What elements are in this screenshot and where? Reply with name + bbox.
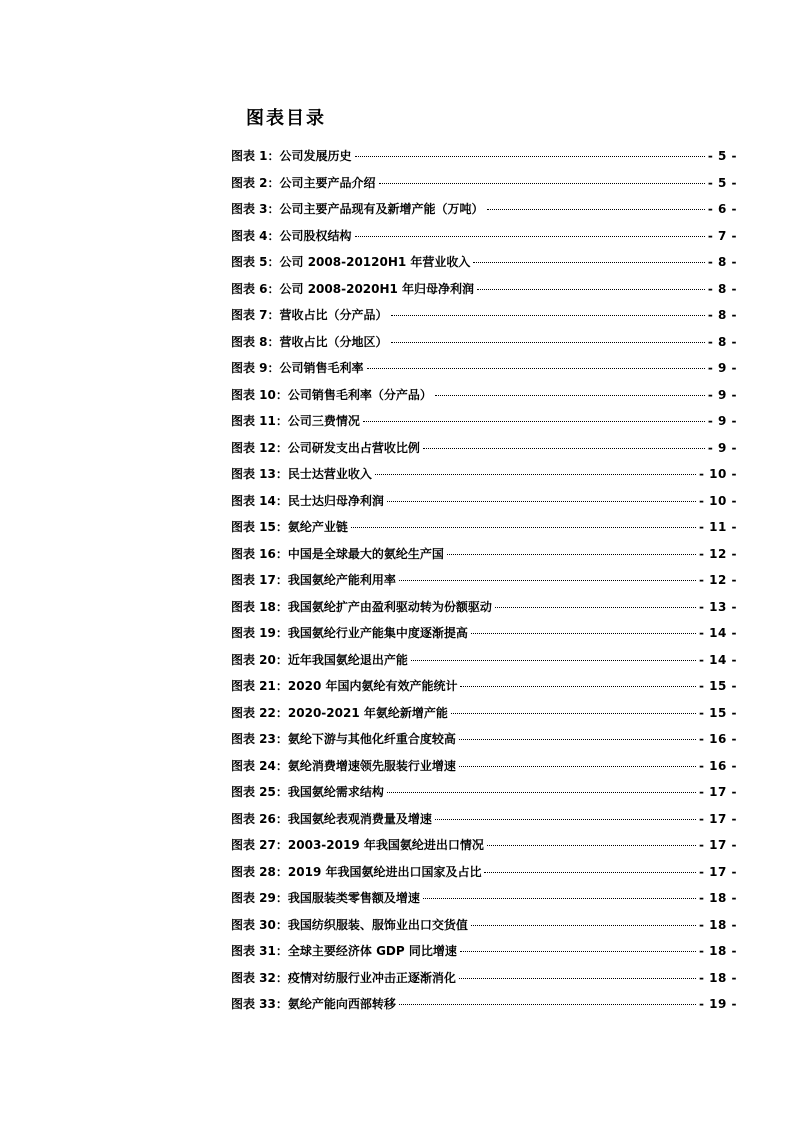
toc-entry-label: 图表 6： — [231, 281, 280, 296]
toc-entry-label: 图表 21： — [231, 679, 288, 693]
toc-entry-label: 图表 13： — [231, 467, 288, 481]
toc-entry-page: - 8 - — [707, 334, 737, 349]
toc-entry-page: - 14 - — [698, 652, 737, 667]
toc-entry-page: - 11 - — [698, 520, 737, 534]
toc-entry[interactable] — [231, 700, 737, 727]
toc-entry-text: 民士达营业收入 — [287, 467, 372, 481]
toc-entry[interactable] — [231, 647, 737, 674]
page-title: 图表目录 — [246, 108, 326, 129]
toc-entry-text: 公司研发支出占营收比例 — [287, 440, 420, 455]
toc-entry-label: 图表 8： — [231, 334, 280, 349]
toc-leader-dots — [459, 978, 696, 979]
toc-entry-page: - 8 - — [707, 308, 737, 322]
toc-entry[interactable] — [231, 938, 737, 965]
toc-entry-label: 图表 10： — [231, 387, 288, 402]
toc-entry-page: - 5 - — [707, 175, 737, 190]
toc-leader-dots — [423, 448, 705, 449]
toc-leader-dots — [484, 872, 696, 873]
toc-entry[interactable] — [231, 355, 737, 382]
toc-leader-dots — [471, 925, 696, 926]
toc-entry-text: 公司主要产品现有及新增产能（万吨） — [279, 202, 484, 216]
toc-entry-text: 我国氨纶需求结构 — [287, 785, 384, 799]
toc-list — [231, 143, 737, 1018]
toc-entry-page: - 8 - — [707, 255, 737, 269]
toc-entry-page: - 17 - — [698, 811, 737, 826]
toc-entry-text: 我国氨纶产能利用率 — [287, 573, 396, 587]
toc-leader-dots — [423, 898, 696, 899]
toc-entry-label: 图表 15： — [231, 520, 288, 534]
toc-entry-text: 近年我国氨纶退出产能 — [287, 652, 408, 667]
toc-entry[interactable] — [231, 912, 737, 939]
toc-entry[interactable] — [231, 620, 737, 647]
toc-entry[interactable] — [231, 965, 737, 992]
toc-entry[interactable] — [231, 488, 737, 515]
toc-entry-text: 2020 年国内氨纶有效产能统计 — [287, 679, 458, 693]
toc-entry-text: 氨纶产能向西部转移 — [287, 997, 396, 1011]
toc-entry-page: - 18 - — [698, 944, 737, 958]
toc-entry-page: - 16 - — [698, 732, 737, 746]
toc-entry-label: 图表 33： — [231, 997, 288, 1011]
toc-entry-label: 图表 26： — [231, 811, 288, 826]
toc-leader-dots — [459, 766, 696, 767]
toc-entry-text: 公司股权结构 — [279, 228, 352, 243]
toc-entry-page: - 9 - — [707, 414, 737, 428]
toc-leader-dots — [471, 633, 696, 634]
toc-entry-label: 图表 2： — [231, 175, 280, 190]
toc-leader-dots — [355, 156, 705, 157]
toc-entry-page: - 13 - — [698, 599, 737, 614]
toc-entry-label: 图表 17： — [231, 573, 288, 587]
toc-entry[interactable] — [231, 249, 737, 276]
toc-entry[interactable] — [231, 753, 737, 780]
toc-entry-page: - 17 - — [698, 864, 737, 879]
toc-entry-text: 中国是全球最大的氨纶生产国 — [287, 546, 444, 561]
toc-leader-dots — [375, 474, 696, 475]
toc-entry-label: 图表 9： — [231, 361, 280, 375]
toc-entry-page: - 8 - — [707, 281, 737, 296]
toc-leader-dots — [447, 554, 696, 555]
toc-entry-text: 氨纶产业链 — [287, 520, 348, 534]
toc-leader-dots — [487, 845, 696, 846]
toc-entry[interactable] — [231, 541, 737, 568]
toc-entry-page: - 6 - — [707, 202, 737, 216]
toc-entry-page: - 17 - — [698, 838, 737, 852]
toc-entry[interactable] — [231, 726, 737, 753]
toc-entry-text: 公司主要产品介绍 — [279, 175, 376, 190]
toc-leader-dots — [391, 315, 705, 316]
toc-entry[interactable] — [231, 832, 737, 859]
toc-entry-page: - 5 - — [707, 149, 737, 163]
toc-entry-text: 公司发展历史 — [279, 149, 352, 163]
toc-entry[interactable] — [231, 196, 737, 223]
toc-entry-text: 我国纺织服装、服饰业出口交货值 — [287, 917, 468, 932]
toc-entry-page: - 9 - — [707, 387, 737, 402]
toc-entry-page: - 14 - — [698, 626, 737, 640]
toc-entry[interactable] — [231, 302, 737, 329]
toc-entry-text: 疫情对纺服行业冲击正逐渐消化 — [287, 970, 456, 985]
toc-leader-dots — [399, 580, 696, 581]
toc-entry-label: 图表 19： — [231, 626, 288, 640]
toc-leader-dots — [460, 951, 696, 952]
toc-entry[interactable] — [231, 408, 737, 435]
toc-leader-dots — [477, 289, 705, 290]
toc-leader-dots — [351, 527, 696, 528]
toc-leader-dots — [355, 236, 705, 237]
toc-entry-page: - 18 - — [698, 891, 737, 905]
toc-entry-label: 图表 24： — [231, 758, 288, 773]
toc-entry[interactable] — [231, 567, 737, 594]
toc-entry-label: 图表 1： — [231, 149, 280, 163]
toc-entry[interactable] — [231, 991, 737, 1018]
toc-entry-label: 图表 5： — [231, 255, 280, 269]
toc-entry-text: 公司销售毛利率 — [279, 361, 364, 375]
toc-entry[interactable] — [231, 276, 737, 303]
toc-entry-label: 图表 29： — [231, 891, 288, 905]
toc-leader-dots — [435, 395, 705, 396]
toc-leader-dots — [387, 501, 696, 502]
toc-entry-label: 图表 27： — [231, 838, 288, 852]
toc-entry-page: - 16 - — [698, 758, 737, 773]
toc-entry[interactable] — [231, 143, 737, 170]
toc-leader-dots — [363, 421, 705, 422]
toc-entry[interactable] — [231, 435, 737, 462]
toc-entry-page: - 12 - — [698, 573, 737, 587]
toc-entry[interactable] — [231, 382, 737, 409]
toc-entry-text: 我国氨纶扩产由盈利驱动转为份额驱动 — [287, 599, 492, 614]
toc-entry[interactable] — [231, 885, 737, 912]
toc-entry-label: 图表 22： — [231, 705, 288, 720]
toc-entry-text: 2020-2021 年氨纶新增产能 — [287, 705, 448, 720]
toc-entry-label: 图表 12： — [231, 440, 288, 455]
toc-entry-text: 氨纶消费增速领先服装行业增速 — [287, 758, 456, 773]
toc-entry-page: - 9 - — [707, 361, 737, 375]
toc-entry-text: 2003-2019 年我国氨纶进出口情况 — [287, 838, 484, 852]
toc-entry-text: 营收占比（分产品） — [279, 308, 388, 322]
toc-leader-dots — [459, 739, 696, 740]
toc-entry[interactable] — [231, 806, 737, 833]
toc-entry-text: 我国氨纶行业产能集中度逐渐提高 — [287, 626, 468, 640]
toc-entry-text: 我国氨纶表观消费量及增速 — [287, 811, 432, 826]
toc-entry-label: 图表 11： — [231, 414, 288, 428]
toc-entry-text: 全球主要经济体 GDP 同比增速 — [287, 944, 457, 958]
toc-entry-text: 氨纶下游与其他化纤重合度较高 — [287, 732, 456, 746]
toc-entry-page: - 10 - — [698, 493, 737, 508]
toc-entry-label: 图表 18： — [231, 599, 288, 614]
toc-entry-text: 公司 2008-2020H1 年归母净利润 — [279, 281, 475, 296]
toc-leader-dots — [391, 342, 705, 343]
toc-leader-dots — [387, 792, 696, 793]
toc-leader-dots — [473, 262, 704, 263]
toc-entry-label: 图表 16： — [231, 546, 288, 561]
toc-entry[interactable] — [231, 779, 737, 806]
toc-entry-label: 图表 30： — [231, 917, 288, 932]
toc-entry-page: - 15 - — [698, 705, 737, 720]
toc-entry-text: 公司 2008-20120H1 年营业收入 — [279, 255, 471, 269]
toc-leader-dots — [399, 1004, 696, 1005]
toc-entry-text: 民士达归母净利润 — [287, 493, 384, 508]
toc-entry-label: 图表 3： — [231, 202, 280, 216]
toc-leader-dots — [451, 713, 696, 714]
toc-entry-label: 图表 14： — [231, 493, 288, 508]
toc-entry-text: 我国服装类零售额及增速 — [287, 891, 420, 905]
toc-leader-dots — [367, 368, 705, 369]
toc-leader-dots — [495, 607, 696, 608]
toc-leader-dots — [460, 686, 696, 687]
toc-entry-page: - 9 - — [707, 440, 737, 455]
toc-entry[interactable] — [231, 594, 737, 621]
toc-entry[interactable] — [231, 461, 737, 488]
toc-entry-label: 图表 32： — [231, 970, 288, 985]
toc-entry[interactable] — [231, 223, 737, 250]
toc-entry[interactable] — [231, 329, 737, 356]
toc-leader-dots — [487, 209, 705, 210]
toc-entry-text: 2019 年我国氨纶进出口国家及占比 — [287, 864, 482, 879]
toc-entry[interactable] — [231, 514, 737, 541]
toc-entry-label: 图表 28： — [231, 864, 288, 879]
toc-entry-label: 图表 4： — [231, 228, 280, 243]
toc-entry[interactable] — [231, 859, 737, 886]
toc-entry-label: 图表 23： — [231, 732, 288, 746]
toc-entry-text: 公司销售毛利率（分产品） — [287, 387, 432, 402]
toc-leader-dots — [411, 660, 696, 661]
toc-entry-label: 图表 7： — [231, 308, 280, 322]
toc-entry-label: 图表 20： — [231, 652, 288, 667]
toc-entry-page: - 17 - — [698, 785, 737, 799]
toc-entry[interactable] — [231, 170, 737, 197]
toc-entry[interactable] — [231, 673, 737, 700]
toc-entry-page: - 10 - — [698, 467, 737, 481]
toc-entry-page: - 19 - — [698, 997, 737, 1011]
toc-entry-page: - 15 - — [698, 679, 737, 693]
toc-entry-page: - 12 - — [698, 546, 737, 561]
toc-leader-dots — [435, 819, 696, 820]
toc-entry-text: 公司三费情况 — [287, 414, 360, 428]
toc-entry-label: 图表 25： — [231, 785, 288, 799]
toc-entry-page: - 18 - — [698, 917, 737, 932]
toc-entry-page: - 7 - — [707, 228, 737, 243]
toc-leader-dots — [379, 183, 705, 184]
toc-entry-label: 图表 31： — [231, 944, 288, 958]
toc-entry-page: - 18 - — [698, 970, 737, 985]
toc-entry-text: 营收占比（分地区） — [279, 334, 388, 349]
